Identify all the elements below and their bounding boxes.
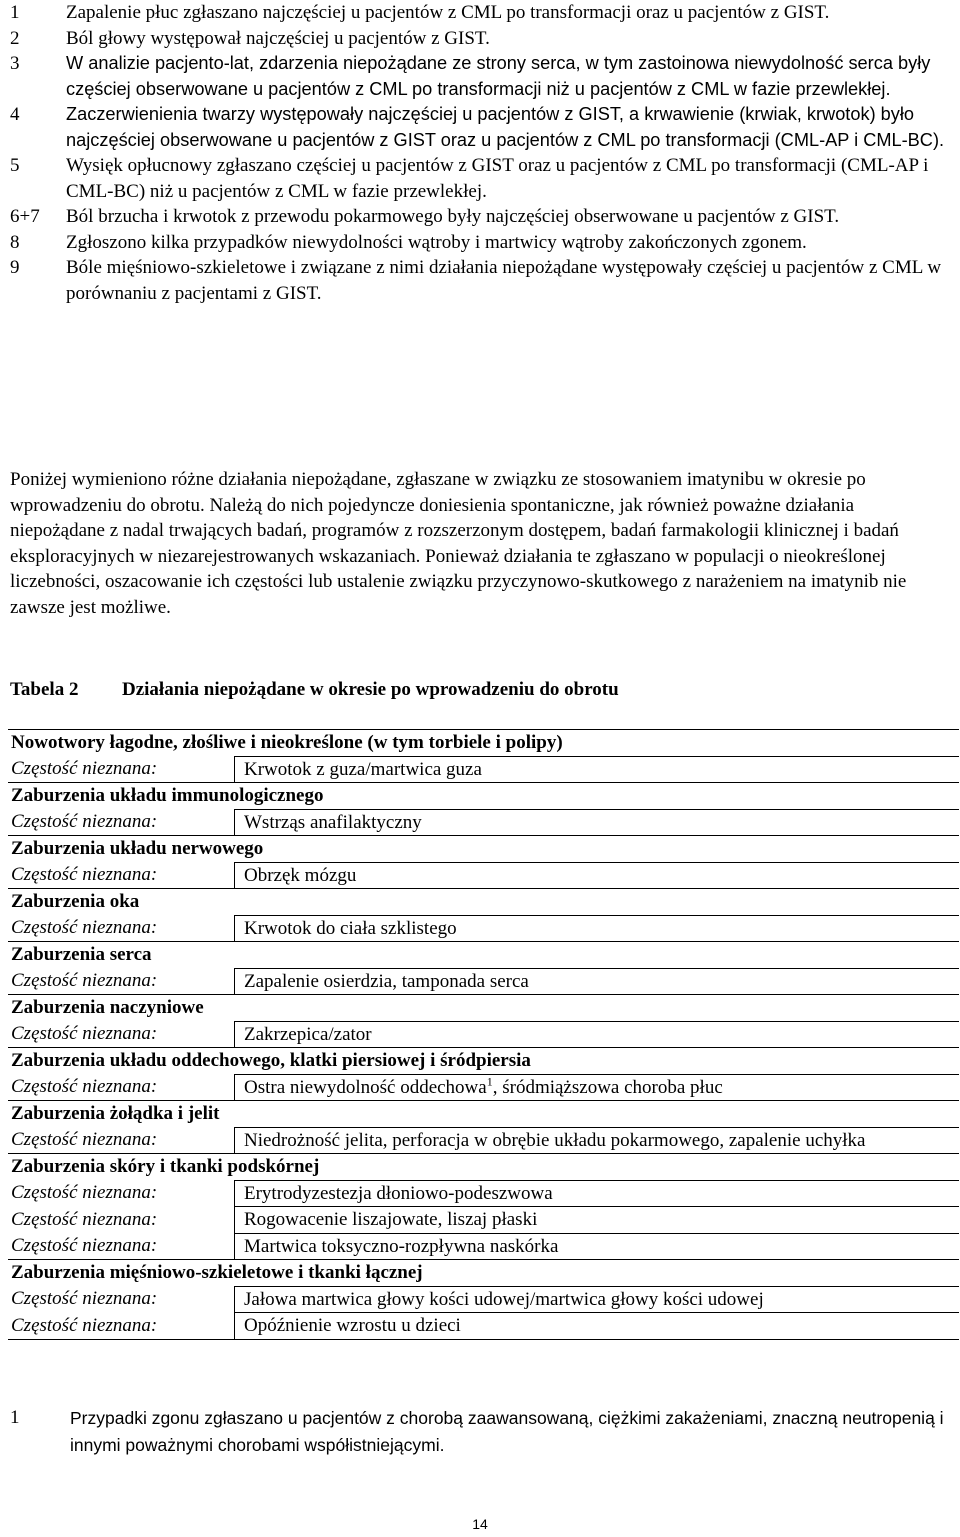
frequency-cell: Częstość nieznana: [11, 1076, 158, 1097]
reaction-cell: Wstrząs anafilaktyczny [235, 809, 960, 836]
section-heading-row [8, 942, 959, 969]
section-heading-row [8, 783, 959, 810]
note-number: 1 [10, 2, 20, 23]
footnote-reference: 1 [486, 1074, 493, 1089]
note-2 [10, 26, 955, 52]
section-heading: Zaburzenia naczyniowe [8, 995, 959, 1022]
reaction-cell: Zakrzepica/zator [235, 1021, 960, 1048]
table-row [8, 1180, 959, 1207]
section-heading-row [8, 836, 959, 863]
section-heading-row [8, 1048, 959, 1075]
frequency-cell: Częstość nieznana: [11, 1208, 158, 1230]
reaction-cell: Niedrożność jelita, perforacja w obrębie układu pokarmowego, zapalenie uchyłka [235, 1127, 960, 1154]
page-number: 14 [472, 1516, 488, 1532]
table-row [8, 1286, 959, 1313]
table-row [8, 1313, 959, 1340]
frequency-cell: Częstość nieznana: [11, 1288, 158, 1309]
section-heading-row [8, 1260, 959, 1287]
note-text: Zapalenie płuc zgłaszano najczęściej u pacjentów z CML po transformacji oraz u pacjentów z GIST. [66, 2, 830, 23]
table-row [8, 862, 959, 889]
reaction-cell: Martwica toksyczno-rozpływna naskórka [235, 1233, 960, 1260]
table-row [8, 1074, 959, 1101]
note-5 [10, 153, 955, 204]
note-number: 8 [10, 231, 20, 253]
frequency-cell: Częstość nieznana: [11, 811, 158, 832]
note-number: 3 [10, 53, 20, 74]
section-heading: Zaburzenia skóry i tkanki podskórnej [8, 1154, 959, 1181]
note-1 [10, 0, 955, 26]
reaction-text: Ostra niewydolność oddechowa [244, 1076, 487, 1098]
note-number: 4 [10, 104, 20, 125]
adverse-events-table [8, 729, 959, 1340]
note-3 [10, 51, 955, 102]
reaction-cell: Krwotok do ciała szklistego [235, 915, 960, 942]
table-row [8, 1233, 959, 1260]
note-number: 6+7 [10, 206, 40, 227]
reaction-text: , śródmiąższowa choroba płuc [492, 1076, 723, 1098]
note-9 [10, 255, 955, 306]
table-row [8, 809, 959, 836]
table-label: Tabela 2 [10, 679, 79, 700]
table-row [8, 1127, 959, 1154]
section-heading-row [8, 995, 959, 1022]
reaction-cell [235, 1074, 960, 1101]
reaction-cell: Obrzęk mózgu [235, 862, 960, 889]
note-6-7 [10, 204, 955, 230]
note-4 [10, 102, 955, 153]
note-number: 5 [10, 155, 20, 176]
frequency-cell: Częstość nieznana: [11, 758, 158, 779]
frequency-cell: Częstość nieznana: [11, 917, 158, 938]
section-heading: Nowotwory łagodne, złośliwe i nieokreślone (w tym torbiele i polipy) [8, 730, 959, 757]
note-text: Bóle mięśniowo-szkieletowe i związane z nimi działania niepożądane występowały częściej u pacjentów z CML w porównaniu z pacjentami z GIST. [66, 257, 942, 304]
note-text: W analizie pacjento-lat, zdarzenia niepożądane ze strony serca, w tym zastoinowa niewydolność serca były częściej obserwowane u pacjentów z CML po transformacji niż u pacjentów z CML w fazie przewlekłej. [66, 53, 931, 99]
frequency-cell: Częstość nieznana: [11, 1182, 158, 1203]
table-title: Działania niepożądane w okresie po wprowadzeniu do obrotu [122, 679, 619, 700]
reaction-cell: Rogowacenie liszajowate, liszaj płaski [235, 1207, 960, 1234]
section-heading-row [8, 1154, 959, 1181]
reaction-cell: Jałowa martwica głowy kości udowej/martwica głowy kości udowej [235, 1286, 960, 1313]
note-text: Ból brzucha i krwotok z przewodu pokarmowego były najczęściej obserwowane u pacjentów z GIST. [66, 206, 840, 227]
reaction-cell: Zapalenie osierdzia, tamponada serca [235, 968, 960, 995]
section-heading: Zaburzenia układu oddechowego, klatki piersiowej i śródpiersia [8, 1048, 959, 1075]
section-heading-row [8, 889, 959, 916]
intro-paragraph: Poniżej wymieniono różne działania niepożądane, zgłaszane w związku ze stosowaniem imatynibu w okresie po wprowadzeniu do obrotu. Należą do nich pojedyncze doniesienia spontaniczne, jak również poważne działania niepożądane z nadal trwających badań, programów z rozszerzonym dostępem, badań farmakologii klinicznej i badań eksploracyjnych w niezarejestrowanych wskazaniach. Ponieważ działania te zgłaszano w populacji o nieokreślonej liczebności, oszacowanie ich częstości lub ustalenie związku przyczynowo-skutkowego z narażeniem na imatynib nie zawsze jest możliwe. [10, 469, 907, 618]
section-heading-row [8, 730, 959, 757]
frequency-cell: Częstość nieznana: [8, 1313, 235, 1340]
reaction-cell: Opóźnienie wzrostu u dzieci [235, 1313, 960, 1340]
section-heading: Zaburzenia serca [8, 942, 959, 969]
note-text: Wysięk opłucnowy zgłaszano częściej u pacjentów z GIST oraz u pacjentów z CML po transformacji (CML-AP i CML-BC) niż u pacjentów z CML w fazie przewlekłej. [66, 155, 929, 202]
frequency-cell: Częstość nieznana: [11, 970, 158, 991]
section-heading: Zaburzenia układu nerwowego [8, 836, 959, 863]
note-text: Zaczerwienienia twarzy występowały najczęściej u pacjentów z GIST, a krwawienie (krwiak, krwotok) było najczęściej obserwowane u pacjentów z GIST oraz u pacjentów z CML po transformacji (CML-AP i CML-BC). [66, 104, 945, 150]
table-row [8, 915, 959, 942]
frequency-cell: Częstość nieznana: [11, 1129, 158, 1150]
section-heading: Zaburzenia oka [8, 889, 959, 916]
frequency-cell: Częstość nieznana: [11, 1235, 158, 1256]
note-8 [10, 230, 955, 256]
table-footnote [10, 1405, 950, 1459]
footnote-number: 1 [10, 1407, 20, 1428]
section-heading: Zaburzenia układu immunologicznego [8, 783, 959, 810]
section-heading-row [8, 1101, 959, 1128]
note-number: 2 [10, 27, 20, 49]
table-row [8, 968, 959, 995]
reaction-cell: Krwotok z guza/martwica guza [235, 756, 960, 783]
table-row [8, 756, 959, 783]
numbered-notes [10, 0, 955, 306]
note-text: Zgłoszono kilka przypadków niewydolności wątroby i martwicy wątroby zakończonych zgonem. [66, 231, 807, 253]
section-heading: Zaburzenia mięśniowo-szkieletowe i tkanki łącznej [8, 1260, 959, 1287]
table-row [8, 1021, 959, 1048]
reaction-cell: Erytrodyzestezja dłoniowo-podeszwowa [235, 1180, 960, 1207]
frequency-cell: Częstość nieznana: [11, 1023, 158, 1044]
table-row [8, 1207, 959, 1234]
note-number: 9 [10, 257, 20, 278]
frequency-cell: Częstość nieznana: [11, 864, 158, 885]
table-caption [10, 677, 950, 703]
section-heading: Zaburzenia żołądka i jelit [8, 1101, 959, 1128]
footnote-text: Przypadki zgonu zgłaszano u pacjentów z chorobą zaawansowaną, ciężkimi zakażeniami, znaczną neutropenią i innymi poważnymi chorobami współistniejącymi. [70, 1408, 944, 1455]
note-text: Ból głowy występował najczęściej u pacjentów z GIST. [66, 27, 490, 49]
